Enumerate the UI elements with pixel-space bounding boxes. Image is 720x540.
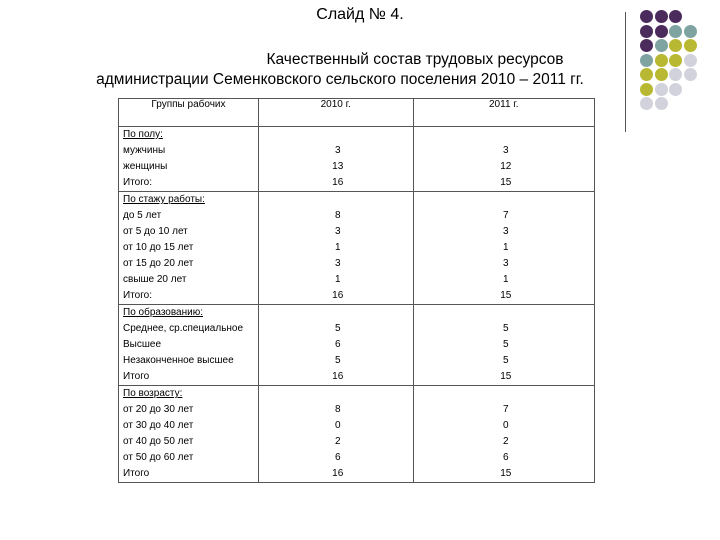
value-2010: 8 (334, 210, 341, 221)
value-2010: 16 (332, 371, 344, 382)
row-label: Итого (123, 371, 150, 382)
row-label: от 30 до 40 лет (123, 420, 194, 431)
title-line-1: Качественный состав трудовых ресурсов (266, 51, 564, 68)
values-2010-cell (258, 305, 413, 386)
decorative-dot (669, 25, 682, 38)
value-2011: 6 (502, 452, 509, 463)
group-category: По образованию: (123, 307, 204, 318)
values-2011-cell (413, 127, 595, 192)
value-2011: 3 (502, 258, 509, 269)
decorative-dot (655, 25, 668, 38)
value-2011: 1 (502, 242, 509, 253)
decorative-dot (669, 10, 682, 23)
value-2011: 7 (502, 210, 509, 221)
value-2010: 5 (334, 323, 341, 334)
row-label: мужчины (123, 145, 166, 156)
row-label: Высшее (123, 339, 162, 350)
group-labels-cell (119, 192, 259, 305)
value-2011: 15 (500, 468, 512, 479)
row-label: до 5 лет (123, 210, 162, 221)
value-2010: 16 (332, 177, 344, 188)
value-2010: 6 (334, 452, 341, 463)
group-category: По полу: (123, 129, 163, 140)
slide-number: Слайд № 4. (316, 6, 404, 23)
row-label: от 20 до 30 лет (123, 404, 194, 415)
value-2011: 5 (502, 323, 509, 334)
values-2010-cell (258, 127, 413, 192)
values-2011-cell (413, 305, 595, 386)
value-2010: 6 (334, 339, 341, 350)
header-2011: 2011 г. (413, 99, 595, 127)
table-header-row (119, 99, 595, 127)
table-row (119, 127, 595, 192)
value-2011: 7 (502, 404, 509, 415)
row-label: Итого: (123, 290, 152, 301)
value-2010: 3 (334, 258, 341, 269)
table-row (119, 305, 595, 386)
value-2011: 2 (502, 436, 509, 447)
slide-title (0, 50, 720, 90)
row-label: Незаконченное высшее (123, 355, 234, 366)
table-row (119, 192, 595, 305)
values-2010-cell (258, 192, 413, 305)
table-row (119, 386, 595, 483)
row-label: Среднее, ср.специальное (123, 323, 244, 334)
value-2011: 1 (502, 274, 509, 285)
header-2010: 2010 г. (258, 99, 413, 127)
value-2011: 3 (502, 145, 509, 156)
value-2011: 5 (502, 339, 509, 350)
row-label: от 50 до 60 лет (123, 452, 194, 463)
decorative-dot (655, 97, 668, 110)
decorative-dot (655, 10, 668, 23)
group-labels-cell (119, 305, 259, 386)
values-2011-cell (413, 386, 595, 483)
values-2011-cell (413, 192, 595, 305)
decorative-dot (684, 25, 697, 38)
value-2010: 1 (334, 274, 341, 285)
title-line-2: администрации Семенковского сельского поселения 2010 – 2011 гг. (96, 71, 584, 88)
row-label: женщины (123, 161, 168, 172)
value-2010: 1 (334, 242, 341, 253)
value-2010: 3 (334, 226, 341, 237)
group-labels-cell (119, 386, 259, 483)
value-2011: 12 (500, 161, 512, 172)
row-label: от 40 до 50 лет (123, 436, 194, 447)
value-2011: 15 (500, 290, 512, 301)
value-2010: 16 (332, 468, 344, 479)
value-2010: 5 (334, 355, 341, 366)
value-2010: 3 (334, 145, 341, 156)
decorative-dot (640, 25, 653, 38)
value-2011: 0 (502, 420, 509, 431)
row-label: Итого (123, 468, 150, 479)
row-label: от 10 до 15 лет (123, 242, 194, 253)
value-2011: 15 (500, 371, 512, 382)
group-category: По стажу работы: (123, 194, 205, 205)
value-2010: 13 (332, 161, 344, 172)
row-label: от 5 до 10 лет (123, 226, 188, 237)
group-category: По возрасту: (123, 388, 183, 399)
header-groups: Группы рабочих (119, 99, 259, 127)
value-2011: 5 (502, 355, 509, 366)
decorative-dot (640, 97, 653, 110)
value-2010: 0 (334, 420, 341, 431)
value-2011: 15 (500, 177, 512, 188)
row-label: от 15 до 20 лет (123, 258, 194, 269)
row-label: свыше 20 лет (123, 274, 187, 285)
value-2010: 8 (334, 404, 341, 415)
row-label: Итого: (123, 177, 152, 188)
workforce-table (118, 98, 595, 483)
value-2011: 3 (502, 226, 509, 237)
decorative-dot (640, 10, 653, 23)
values-2010-cell (258, 386, 413, 483)
value-2010: 16 (332, 290, 344, 301)
group-labels-cell (119, 127, 259, 192)
value-2010: 2 (334, 436, 341, 447)
